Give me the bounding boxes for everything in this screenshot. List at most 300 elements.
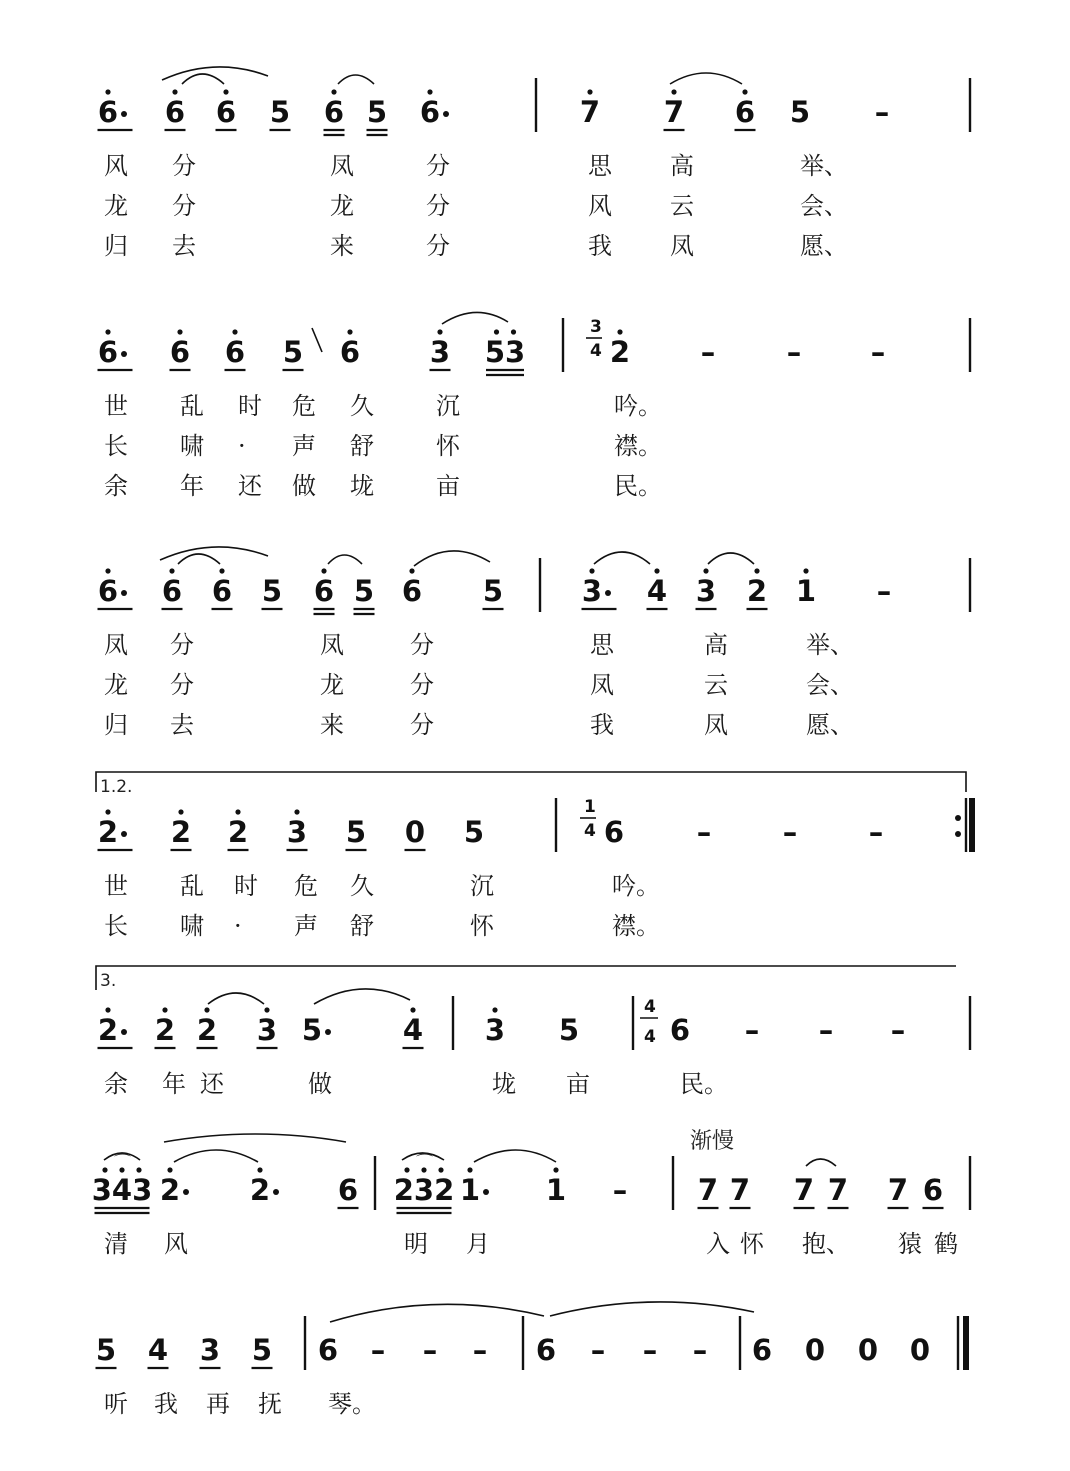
- octave-dot: [494, 329, 499, 334]
- lyric-char: 猿: [898, 1230, 922, 1258]
- note-digit: 6: [603, 815, 625, 849]
- note: [338, 1173, 359, 1208]
- lyric-char: 会、: [806, 671, 854, 699]
- lyric-char: 高: [670, 152, 694, 180]
- octave-dot: [105, 329, 110, 334]
- tie: [550, 1302, 754, 1316]
- slur: [182, 74, 224, 84]
- note-digit: –: [870, 335, 886, 369]
- octave-dot: [177, 329, 182, 334]
- note: [485, 329, 525, 375]
- lyric-char: 襟。: [612, 912, 660, 940]
- note: [790, 95, 810, 129]
- note: [405, 815, 426, 850]
- note-digit: 2: [154, 1013, 176, 1047]
- note: [346, 815, 367, 850]
- lyric-char: 凤: [704, 711, 728, 739]
- note-digit: 5: [269, 95, 291, 129]
- note: [877, 574, 892, 608]
- lyric-char: 舒: [350, 912, 374, 940]
- note-digit: 3: [429, 335, 451, 369]
- octave-dot: [511, 329, 516, 334]
- note: [228, 809, 249, 850]
- note-digit: 0: [857, 1333, 879, 1367]
- slur: [178, 554, 220, 564]
- note-digit: 53: [484, 335, 526, 369]
- time-signature-top: 4: [644, 997, 656, 1017]
- note: [197, 1007, 218, 1048]
- lyric-char: 分: [426, 152, 450, 180]
- lyric-char: 月: [466, 1230, 490, 1258]
- breath-mark: [312, 328, 322, 352]
- note-digit: 6: [211, 574, 233, 608]
- note: [787, 335, 802, 369]
- note-digit: –: [786, 335, 802, 369]
- octave-dot: [172, 89, 177, 94]
- note: [610, 329, 630, 369]
- note: [647, 568, 668, 609]
- note: [871, 335, 886, 369]
- note-digit: 0: [404, 815, 426, 849]
- slur: [338, 75, 374, 84]
- note: [783, 815, 798, 849]
- lyric-char: 做: [308, 1070, 332, 1098]
- slur: [442, 312, 508, 324]
- note: [367, 95, 388, 135]
- lyric-char: 年: [162, 1070, 186, 1098]
- note-digit: 6: [97, 574, 119, 608]
- lyric-char: 举、: [800, 152, 848, 180]
- note: [473, 1333, 488, 1367]
- tie: [330, 1304, 544, 1322]
- note-digit: 6: [734, 95, 756, 129]
- note-digit: 3: [695, 574, 717, 608]
- note: [262, 574, 283, 609]
- note: [701, 335, 716, 369]
- lyric-char: 高: [704, 631, 728, 659]
- lyric-char: 啸: [180, 912, 204, 940]
- note-digit: 3: [581, 574, 603, 608]
- note-digit: 2: [609, 335, 631, 369]
- note-digit: 5: [789, 95, 811, 129]
- lyric-char: 长: [104, 912, 128, 940]
- time-signature-bottom: 4: [590, 341, 602, 361]
- note-digit: 7: [827, 1173, 849, 1207]
- note: [354, 574, 375, 614]
- octave-dot: [654, 568, 659, 573]
- lyric-char: 来: [330, 232, 354, 260]
- lyric-char: 怀: [436, 432, 460, 460]
- lyric-char: 思: [588, 152, 612, 180]
- note-digit: 4: [646, 574, 668, 608]
- octave-dot: [703, 568, 708, 573]
- note: [270, 95, 291, 130]
- lyric-char: 时: [234, 872, 258, 900]
- note: [423, 1333, 438, 1367]
- note: [283, 335, 304, 370]
- note-digit: 4: [402, 1013, 424, 1047]
- note: [735, 89, 756, 130]
- lyric-char: 明: [404, 1230, 428, 1258]
- note-digit: 3: [199, 1333, 221, 1367]
- lyric-char: 再: [206, 1390, 230, 1418]
- note-digit: –: [612, 1173, 628, 1207]
- note-digit: –: [696, 815, 712, 849]
- lyric-char: 龙: [104, 671, 128, 699]
- note: [420, 89, 449, 129]
- note: [796, 568, 816, 608]
- note-digit: –: [472, 1333, 488, 1367]
- lyric-char: 我: [154, 1390, 178, 1418]
- note: [693, 1333, 708, 1367]
- note: [910, 1333, 930, 1367]
- note: [394, 1167, 455, 1213]
- note-digit: 5: [482, 574, 504, 608]
- duration-dot: [483, 1189, 489, 1195]
- lyric-char: 来: [320, 711, 344, 739]
- note: [696, 568, 717, 609]
- note: [216, 89, 237, 130]
- lyric-char: 举、: [806, 631, 854, 659]
- note: [828, 1173, 849, 1208]
- volta-label-1: 1.2.: [100, 777, 133, 797]
- octave-dot: [321, 568, 326, 573]
- lyric-char: 凤: [320, 631, 344, 659]
- note: [225, 329, 246, 370]
- note-digit: –: [876, 574, 892, 608]
- note-digit: 1: [459, 1173, 481, 1207]
- note-digit: –: [868, 815, 884, 849]
- note-digit: 5: [251, 1333, 273, 1367]
- note: [888, 1173, 909, 1208]
- note: [171, 809, 192, 850]
- note-digit: 1: [545, 1173, 567, 1207]
- lyric-char: 凤: [670, 232, 694, 260]
- lyric-char: 入: [706, 1230, 730, 1258]
- lyric-char: 分: [410, 711, 434, 739]
- note: [794, 1173, 815, 1208]
- note: [324, 89, 345, 135]
- lyric-char: 风: [588, 192, 612, 220]
- note-digit: 5: [463, 815, 485, 849]
- lyric-char: 襟。: [614, 432, 662, 460]
- slur: [328, 555, 362, 564]
- note-digit: –: [370, 1333, 386, 1367]
- note-digit: 6: [751, 1333, 773, 1367]
- note-digit: 6: [97, 95, 119, 129]
- note: [314, 568, 335, 614]
- lyric-char: 亩: [566, 1070, 590, 1098]
- lyric-char: 龙: [320, 671, 344, 699]
- duration-dot: [443, 111, 449, 117]
- octave-dot: [105, 568, 110, 573]
- note: [98, 568, 133, 609]
- octave-dot: [553, 1167, 558, 1172]
- note-digit: 0: [804, 1333, 826, 1367]
- note: [483, 574, 504, 609]
- note: [546, 1167, 566, 1207]
- note-digit: 6: [401, 574, 423, 608]
- lyric-char: 怀: [740, 1230, 764, 1258]
- note: [891, 1013, 906, 1047]
- duration-dot: [183, 1189, 189, 1195]
- note-digit: 6: [224, 335, 246, 369]
- note-digit: 6: [161, 574, 183, 608]
- lyric-char: 舒: [350, 432, 374, 460]
- lyric-char: 分: [170, 671, 194, 699]
- note-digit: –: [700, 335, 716, 369]
- slur: [160, 547, 268, 560]
- note: [858, 1333, 878, 1367]
- lyric-char: 余: [104, 1070, 128, 1098]
- duration-dot: [325, 1029, 331, 1035]
- octave-dot: [105, 89, 110, 94]
- lyric-char: 还: [200, 1070, 224, 1098]
- lyric-char: 亩: [436, 472, 460, 500]
- note-digit: 0: [909, 1333, 931, 1367]
- octave-dot: [204, 1007, 209, 1012]
- lyric-char: 垅: [350, 472, 374, 500]
- note-digit: 343: [91, 1173, 153, 1207]
- duration-dot: [273, 1189, 279, 1195]
- lyric-char: 会、: [800, 192, 848, 220]
- ornament-mark: ⌒: [416, 1153, 433, 1173]
- octave-dot: [589, 568, 594, 573]
- duration-dot: [121, 111, 127, 117]
- note-digit: –: [422, 1333, 438, 1367]
- note-digit: –: [818, 1013, 834, 1047]
- note: [98, 329, 133, 370]
- note: [98, 809, 133, 850]
- note-digit: 6: [164, 95, 186, 129]
- note-digit: 6: [323, 95, 345, 129]
- note: [302, 1013, 331, 1047]
- octave-dot: [742, 89, 747, 94]
- lyric-char: 乱: [180, 872, 204, 900]
- note-digit: 6: [97, 335, 119, 369]
- lyric-char: 凤: [590, 671, 614, 699]
- note: [287, 809, 308, 850]
- note-digit: 1: [795, 574, 817, 608]
- time-signature-bottom: 4: [644, 1027, 656, 1047]
- lyric-char: 我: [590, 711, 614, 739]
- note-digit: 7: [729, 1173, 751, 1207]
- lyric-char: 凤: [104, 631, 128, 659]
- note-digit: 5: [261, 574, 283, 608]
- note-digit: 6: [339, 335, 361, 369]
- octave-dot: [102, 1167, 107, 1172]
- lyric-char: 归: [104, 232, 128, 260]
- note-digit: 6: [419, 95, 441, 129]
- octave-dot: [105, 1007, 110, 1012]
- note: [257, 1007, 278, 1048]
- note-digit: 6: [317, 1333, 339, 1367]
- note-digit: 2: [97, 1013, 119, 1047]
- note-digit: –: [642, 1333, 658, 1367]
- lyric-char: 分: [410, 671, 434, 699]
- note: [252, 1333, 273, 1368]
- note: [340, 329, 360, 369]
- note: [752, 1333, 772, 1367]
- lyric-char: ·: [238, 432, 246, 460]
- slur: [670, 73, 742, 84]
- lyric-char: 分: [172, 192, 196, 220]
- octave-dot: [492, 1007, 497, 1012]
- note-digit: 3: [286, 815, 308, 849]
- lyric-char: 愿、: [800, 232, 848, 260]
- lyric-char: 龙: [330, 192, 354, 220]
- lyric-char: 云: [704, 671, 728, 699]
- lyric-char: 清: [104, 1230, 128, 1258]
- note-digit: –: [590, 1333, 606, 1367]
- lyric-char: 分: [410, 631, 434, 659]
- note: [155, 1007, 176, 1048]
- note: [559, 1013, 579, 1047]
- note-digit: 5: [301, 1013, 323, 1047]
- octave-dot: [437, 329, 442, 334]
- lyric-char: 危: [292, 392, 316, 420]
- note: [582, 568, 617, 609]
- note: [371, 1333, 386, 1367]
- note-digit: 2: [97, 815, 119, 849]
- note: [162, 568, 183, 609]
- lyric-char: 风: [104, 152, 128, 180]
- note: [875, 95, 890, 129]
- slur: [174, 1150, 258, 1162]
- lyric-char: 垅: [492, 1070, 516, 1098]
- lyric-char: 归: [104, 711, 128, 739]
- note-digit: 7: [579, 95, 601, 129]
- note-digit: 5: [366, 95, 388, 129]
- octave-dot: [169, 568, 174, 573]
- note: [604, 815, 624, 849]
- note: [580, 89, 600, 129]
- note: [591, 1333, 606, 1367]
- octave-dot: [803, 568, 808, 573]
- lyric-char: 声: [292, 432, 316, 460]
- note: [664, 89, 685, 130]
- note-digit: 3: [256, 1013, 278, 1047]
- lyric-char: 余: [104, 472, 128, 500]
- note-digit: –: [782, 815, 798, 849]
- note: [730, 1173, 751, 1208]
- lyric-char: 鹤: [934, 1230, 958, 1258]
- octave-dot: [404, 1167, 409, 1172]
- lyric-char: 思: [590, 631, 614, 659]
- lyric-char: 分: [172, 152, 196, 180]
- note: [869, 815, 884, 849]
- lyric-char: 啸: [180, 432, 204, 460]
- note: [697, 815, 712, 849]
- note-digit: 7: [663, 95, 685, 129]
- note-digit: 6: [313, 574, 335, 608]
- octave-dot: [347, 329, 352, 334]
- note: [613, 1173, 628, 1207]
- note-digit: 4: [147, 1333, 169, 1367]
- octave-dot: [617, 329, 622, 334]
- octave-dot: [264, 1007, 269, 1012]
- note-digit: 2: [196, 1013, 218, 1047]
- octave-dot: [257, 1167, 262, 1172]
- duration-dot: [605, 590, 611, 596]
- note-digit: 232: [393, 1173, 455, 1207]
- repeat-dot: [955, 815, 961, 821]
- lyric-char: 沉: [470, 872, 494, 900]
- lyric-char: 凤: [330, 152, 354, 180]
- note-digit: 6: [922, 1173, 944, 1207]
- lyric-char: 风: [164, 1230, 188, 1258]
- lyric-char: ·: [234, 912, 242, 940]
- lyric-char: 琴。: [328, 1390, 376, 1418]
- octave-dot: [587, 89, 592, 94]
- note: [460, 1167, 489, 1207]
- note-digit: 7: [793, 1173, 815, 1207]
- octave-dot: [178, 809, 183, 814]
- lyric-char: 云: [670, 192, 694, 220]
- note: [160, 1167, 189, 1207]
- octave-dot: [294, 809, 299, 814]
- octave-dot: [219, 568, 224, 573]
- note: [96, 1333, 117, 1368]
- note: [805, 1333, 825, 1367]
- note: [464, 815, 484, 849]
- lyric-char: 分: [426, 192, 450, 220]
- lyric-char: 民。: [614, 472, 662, 500]
- volta-label-2: 3.: [100, 971, 117, 991]
- note-digit: 5: [345, 815, 367, 849]
- lyric-char: 分: [426, 232, 450, 260]
- note-digit: –: [874, 95, 890, 129]
- slur: [414, 551, 490, 566]
- note: [670, 1013, 690, 1047]
- note-digit: 6: [337, 1173, 359, 1207]
- lyric-char: 吟。: [612, 872, 660, 900]
- octave-dot: [427, 89, 432, 94]
- volta-bracket-2: [96, 966, 956, 990]
- note-digit: 6: [535, 1333, 557, 1367]
- note-digit: –: [692, 1333, 708, 1367]
- note-digit: 6: [169, 335, 191, 369]
- note: [98, 1007, 133, 1048]
- note: [747, 568, 768, 609]
- lyric-char: 龙: [104, 192, 128, 220]
- time-signature-top: 3: [590, 317, 602, 337]
- lyric-char: 乱: [180, 392, 204, 420]
- note: [92, 1167, 153, 1213]
- note-digit: 5: [558, 1013, 580, 1047]
- lyric-char: 时: [238, 392, 262, 420]
- lyric-char: 危: [294, 872, 318, 900]
- note: [403, 1007, 424, 1048]
- time-signature-top: 1: [584, 797, 596, 817]
- octave-dot: [467, 1167, 472, 1172]
- tempo-marking: 渐慢: [690, 1129, 735, 1154]
- note: [212, 568, 233, 609]
- duration-dot: [121, 1029, 127, 1035]
- note: [536, 1333, 556, 1367]
- note: [170, 329, 191, 370]
- slur: [594, 552, 650, 564]
- note-digit: 5: [95, 1333, 117, 1367]
- octave-dot: [167, 1167, 172, 1172]
- octave-dot: [235, 809, 240, 814]
- octave-dot: [105, 809, 110, 814]
- lyric-char: 长: [104, 432, 128, 460]
- duration-dot: [121, 831, 127, 837]
- note: [923, 1173, 944, 1208]
- note-digit: 6: [669, 1013, 691, 1047]
- duration-dot: [121, 590, 127, 596]
